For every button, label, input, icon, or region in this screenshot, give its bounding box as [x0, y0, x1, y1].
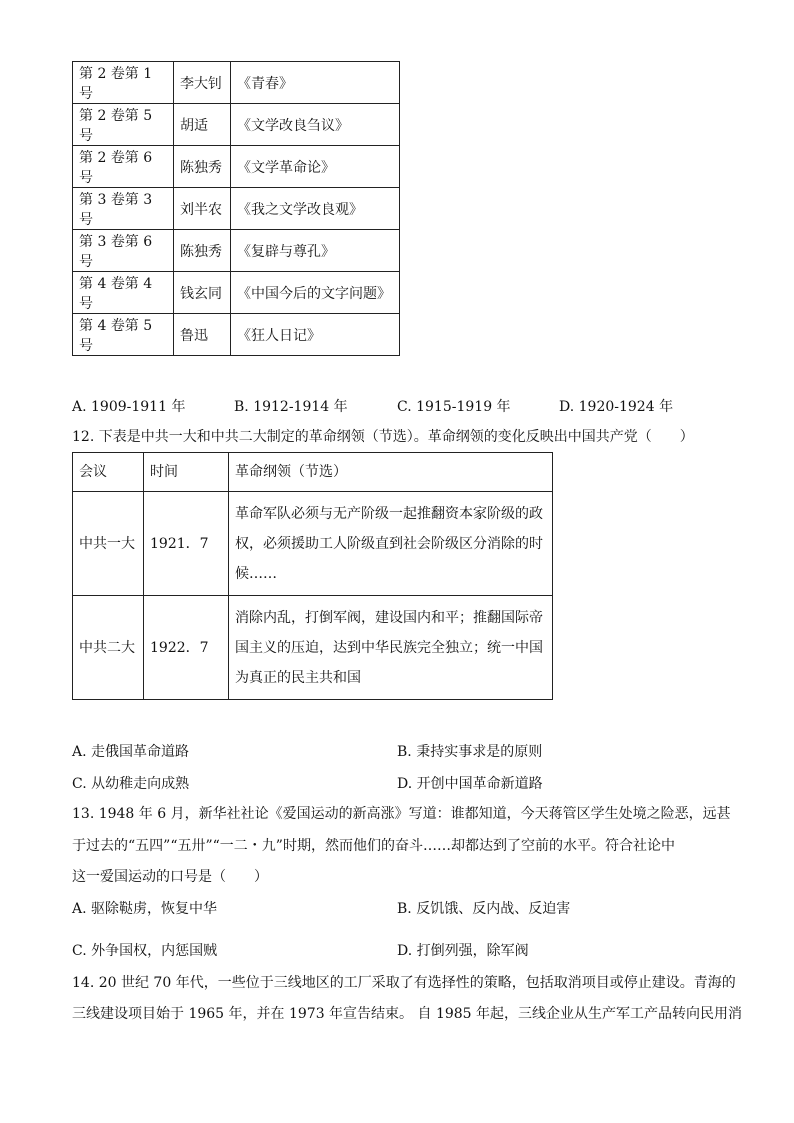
table-row	[73, 146, 400, 188]
option-a: A. 走俄国革命道路	[72, 744, 190, 760]
table-row	[73, 188, 400, 230]
program-table	[72, 452, 553, 700]
table-cell: 第 4 卷第 5 号	[73, 314, 174, 356]
option-b: B. 秉持实事求是的原则	[397, 744, 543, 760]
table-cell: 刘半农	[174, 188, 231, 230]
option-d: D. 1920-1924 年	[559, 399, 674, 415]
table-cell: 中共二大	[73, 596, 144, 700]
table-cell: 1921．7	[144, 492, 229, 596]
question-14-line: 14. 20 世纪 70 年代，一些位于三线地区的工厂采取了有选择性的策略，包括取消项目或停止建设。青海的	[72, 975, 736, 991]
table-cell: 胡适	[174, 104, 231, 146]
table-row	[73, 596, 553, 700]
table-cell: 消除内乱，打倒军阀，建设国内和平；推翻国际帝国主义的压迫，达到中华民族完全独立；统一中国为真正的民主共和国	[229, 596, 553, 700]
table-cell: 第 2 卷第 1 号	[73, 62, 174, 104]
table-cell: 第 2 卷第 6 号	[73, 146, 174, 188]
table-cell: 陈独秀	[174, 230, 231, 272]
table-cell: 《文学改良刍议》	[231, 104, 400, 146]
table-cell: 第 4 卷第 4 号	[73, 272, 174, 314]
table-cell: 第 2 卷第 5 号	[73, 104, 174, 146]
table-cell: 《狂人日记》	[231, 314, 400, 356]
table-row	[73, 272, 400, 314]
option-a: A. 1909-1911 年	[72, 399, 186, 415]
table-cell: 1922．7	[144, 596, 229, 700]
journal-table	[72, 61, 400, 356]
table-cell: 《复辟与尊孔》	[231, 230, 400, 272]
table-cell: 《青春》	[231, 62, 400, 104]
question-13-line: 于过去的“五四”“五卅”“一二・九”时期，然而他们的奋斗……却都达到了空前的水平。符合社论中	[72, 838, 675, 854]
header-cell: 时间	[144, 453, 229, 492]
table-cell: 第 3 卷第 3 号	[73, 188, 174, 230]
option-a: A. 驱除鞑虏，恢复中华	[72, 901, 218, 917]
table-cell: 《中国今后的文字问题》	[231, 272, 400, 314]
table-cell: 中共一大	[73, 492, 144, 596]
table-cell: 鲁迅	[174, 314, 231, 356]
option-c: C. 外争国权，内惩国贼	[72, 943, 218, 959]
table-cell: 钱玄同	[174, 272, 231, 314]
question-12-stem: 12. 下表是中共一大和中共二大制定的革命纲领（节选）。革命纲领的变化反映出中国共产党（ ）	[72, 429, 694, 445]
table-row	[73, 62, 400, 104]
option-b: B. 反饥饿、反内战、反迫害	[397, 901, 571, 917]
header-cell: 革命纲领（节选）	[229, 453, 553, 492]
question-13-line: 这一爱国运动的口号是（ ）	[72, 869, 268, 885]
option-d: D. 打倒列强，除军阀	[397, 943, 529, 959]
table-cell: 李大钊	[174, 62, 231, 104]
option-c: C. 从幼稚走向成熟	[72, 776, 190, 792]
table-cell: 《文学革命论》	[231, 146, 400, 188]
table-row	[73, 230, 400, 272]
table-cell: 第 3 卷第 6 号	[73, 230, 174, 272]
table-cell: 陈独秀	[174, 146, 231, 188]
table-row	[73, 104, 400, 146]
question-13-line: 13. 1948 年 6 月，新华社社论《爱国运动的新高涨》写道：谁都知道，今天蒋管区学生处境之险恶，远甚	[72, 806, 731, 822]
option-d: D. 开创中国革命新道路	[397, 776, 543, 792]
table-cell: 《我之文学改良观》	[231, 188, 400, 230]
option-b: B. 1912-1914 年	[234, 399, 348, 415]
table-row	[73, 492, 553, 596]
question-14-line: 三线建设项目始于 1965 年，并在 1973 年宣告结束。 自 1985 年起，三线企业从生产军工产品转向民用消	[72, 1006, 743, 1022]
table-cell: 革命军队必须与无产阶级一起推翻资本家阶级的政权，必须援助工人阶级直到社会阶级区分消除的时候……	[229, 492, 553, 596]
option-c: C. 1915-1919 年	[397, 399, 511, 415]
header-cell: 会议	[73, 453, 144, 492]
table-row	[73, 314, 400, 356]
table-header-row	[73, 453, 553, 492]
